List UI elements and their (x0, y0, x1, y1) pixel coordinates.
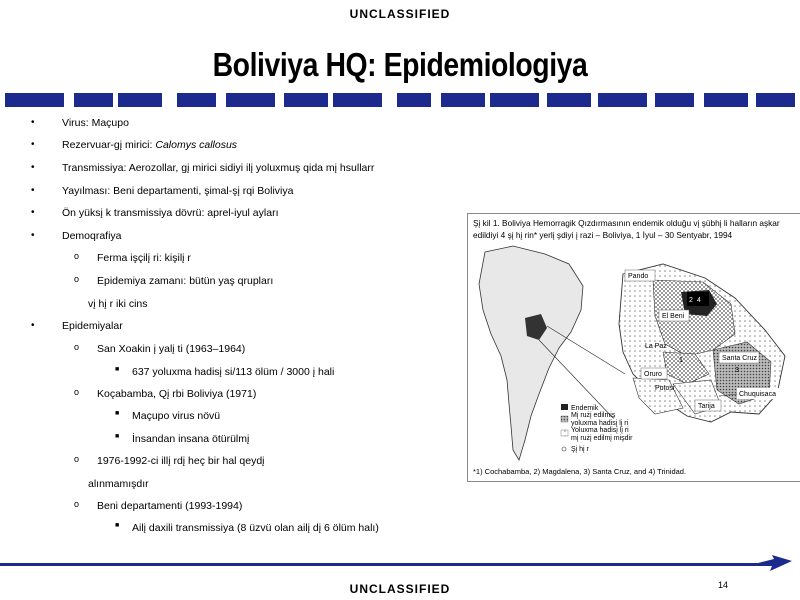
legend-endemic: Endemik (571, 405, 599, 412)
label-potosi: Potosi (655, 385, 675, 392)
slide-title: Boliviya HQ: Epidemiologiya (212, 46, 588, 83)
label-el-beni: El Beni (662, 313, 685, 320)
sub-bullet-circle: o (74, 274, 80, 284)
bullet-dot: • (31, 185, 35, 196)
reservoir-species: Calomys callosus (155, 139, 238, 151)
page-number: 14 (718, 580, 729, 590)
square-bullet: ■ (115, 366, 120, 373)
map-footnote: *1) Cochabamba, 2) Magdalena, 3) Santa Cruz, and 4) Trinidad. (473, 467, 687, 476)
label-tarija: Tarija (698, 403, 715, 410)
bullet-dot: • (31, 230, 35, 241)
map-caption: Şį kil 1. Boliviya Hemorragik Qızdırmasının endemik olduğu vį şübhį li halların aşkar edildiyi 4 şį hį rin* yerlį şdiyi į razi – Boliviya, 1 İyul – 30 Sentyabr, 1994 (473, 218, 780, 240)
title-divider-bar (5, 93, 795, 107)
bolivia-map (473, 244, 795, 466)
label-oruro: Oruro (644, 371, 662, 378)
bullet-dot: • (31, 320, 35, 331)
label-city-4: 4 (697, 297, 701, 304)
legend-reported: Mį rużį edilmiş (571, 412, 616, 419)
sub-bullet-circle: o (74, 251, 80, 261)
arrow-icon (750, 555, 792, 571)
label-pando: Pando (628, 273, 649, 280)
sub-bullet-circle: o (74, 342, 80, 352)
label-city-2: 2 (689, 297, 693, 304)
bullet-dot: • (31, 162, 35, 173)
map-figure (467, 213, 800, 482)
classification-top: UNCLASSIFIED (349, 7, 451, 21)
legend-swatch-reported (561, 416, 568, 422)
legend-not-reported: mį rużį edilmį mişdir (571, 435, 633, 442)
label-city-3: 3 (735, 367, 739, 374)
bullet-dot: • (31, 207, 35, 218)
classification-bottom: UNCLASSIFIED (349, 582, 451, 596)
label-santa-cruz: Santa Cruz (722, 355, 758, 362)
legend-cases: Yoluxma hadisį lį ri (571, 427, 629, 434)
reservoir-label: Rezervuar-gį mirici: (62, 139, 156, 151)
label-city-1: 1 (679, 357, 683, 364)
legend-city: Şį hį r (571, 446, 589, 453)
label-chuquisaca: Chuquisaca (739, 391, 776, 398)
legend-swatch-unreported (561, 430, 568, 436)
sub-bullet-circle: o (74, 387, 80, 397)
square-bullet: ■ (115, 410, 120, 417)
bullet-dot: • (31, 117, 35, 128)
legend-swatch-endemic (561, 404, 568, 410)
sub-bullet-circle: o (74, 454, 80, 464)
label-la-paz: La Paz (645, 343, 667, 350)
bullet-dot: • (31, 139, 35, 150)
legend-reported-cases: yoluxma hadisį lį ri (571, 420, 629, 427)
sub-bullet-circle: o (74, 499, 80, 509)
square-bullet: ■ (115, 433, 120, 440)
bottom-divider-line (0, 563, 775, 566)
square-bullet: ■ (115, 522, 120, 529)
